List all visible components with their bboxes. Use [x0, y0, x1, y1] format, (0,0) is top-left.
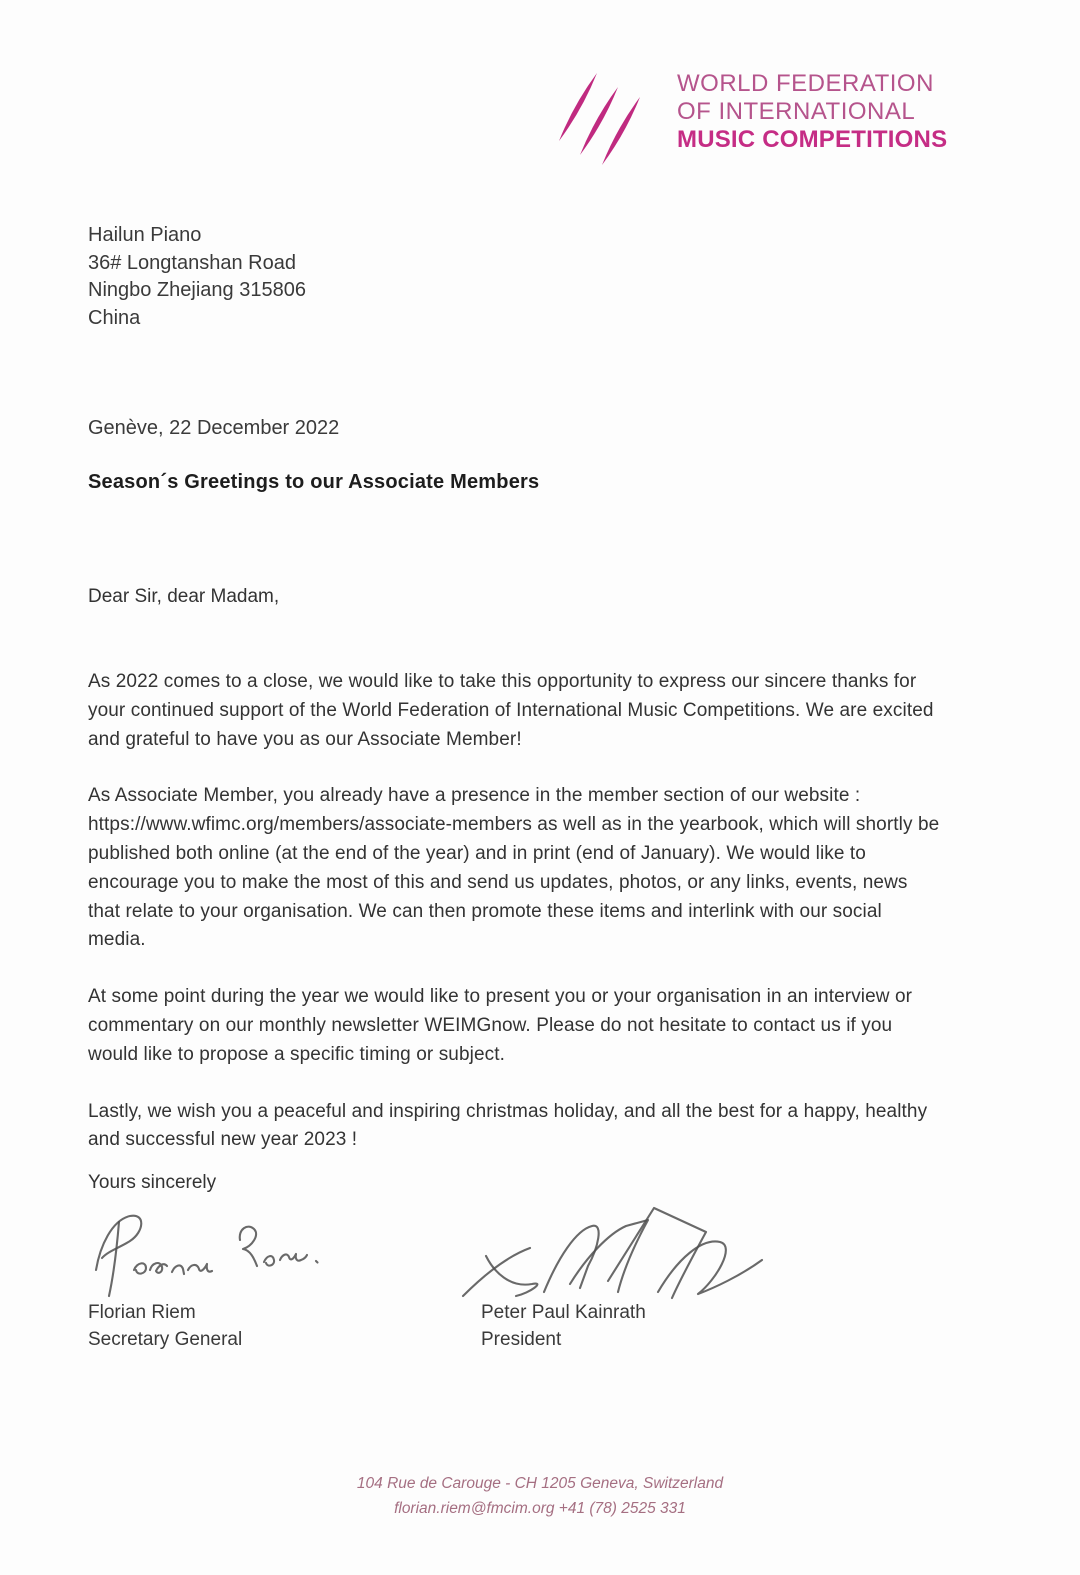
recipient-address	[88, 222, 306, 332]
subject-line: Season´s Greetings to our Associate Members	[88, 471, 540, 493]
recipient-line-2: 36# Longtanshan Road	[88, 251, 296, 274]
logo-line-3: MUSIC COMPETITIONS	[677, 126, 948, 153]
logo-line-2: OF INTERNATIONAL	[677, 98, 916, 125]
paragraph-3: At some point during the year we would like to present you or your organisation in an interview or commentary on our monthly newsletter WEIMGnow. Please do not hesitate to contact us if you would like to propose a specific timing or subject.	[88, 986, 913, 1065]
dateline: Genève, 22 December 2022	[88, 417, 340, 439]
paragraph-2: As Associate Member, you already have a presence in the member section of our website : https://www.wfimc.org/members/associate-members as well as in the yearbook, which will shortly be published both online (at the end of the year) and in print (end of January). We would like to encourage you to make the most of this and send us updates, photos, or any links, events, news that relate to your organisation. We can then promote these items and interlink with our social media.	[88, 785, 940, 951]
signatory-left	[88, 1300, 242, 1353]
recipient-line-3: Ningbo Zhejiang 315806	[88, 279, 306, 301]
paragraph-1: As 2022 comes to a close, we would like to take this opportunity to express our sincere thanks for your continued support of the World Federation of International Music Competitions. We are excited and grateful to have you as our Associate Member!	[88, 671, 934, 750]
recipient-line-4: China	[88, 306, 141, 329]
letter-body	[88, 668, 944, 1183]
paragraph-4: Lastly, we wish you a peaceful and inspiring christmas holiday, and all the best for a happy, healthy and successful new year 2023 !	[88, 1100, 928, 1151]
footer-contact: florian.riem@fmcim.org +41 (78) 2525 331	[394, 1499, 686, 1517]
signature-florian-riem-icon	[88, 1208, 333, 1303]
signatory-left-name: Florian Riem	[88, 1302, 196, 1323]
closing: Yours sincerely	[88, 1172, 217, 1193]
logo-line-1: WORLD FEDERATION	[677, 70, 934, 97]
salutation: Dear Sir, dear Madam,	[88, 586, 280, 607]
footer	[0, 1472, 1080, 1521]
signatory-right-name: Peter Paul Kainrath	[481, 1302, 646, 1323]
signatory-left-title: Secretary General	[88, 1328, 243, 1350]
wfimc-logo-text	[677, 58, 947, 154]
signatory-right-title: President	[481, 1328, 562, 1350]
wfimc-logo	[537, 58, 947, 173]
recipient-line-1: Hailun Piano	[88, 224, 202, 246]
footer-address: 104 Rue de Carouge - CH 1205 Geneva, Switzerland	[356, 1475, 724, 1492]
signatory-right	[481, 1300, 646, 1353]
wfimc-logo-slashes-icon	[537, 58, 667, 173]
